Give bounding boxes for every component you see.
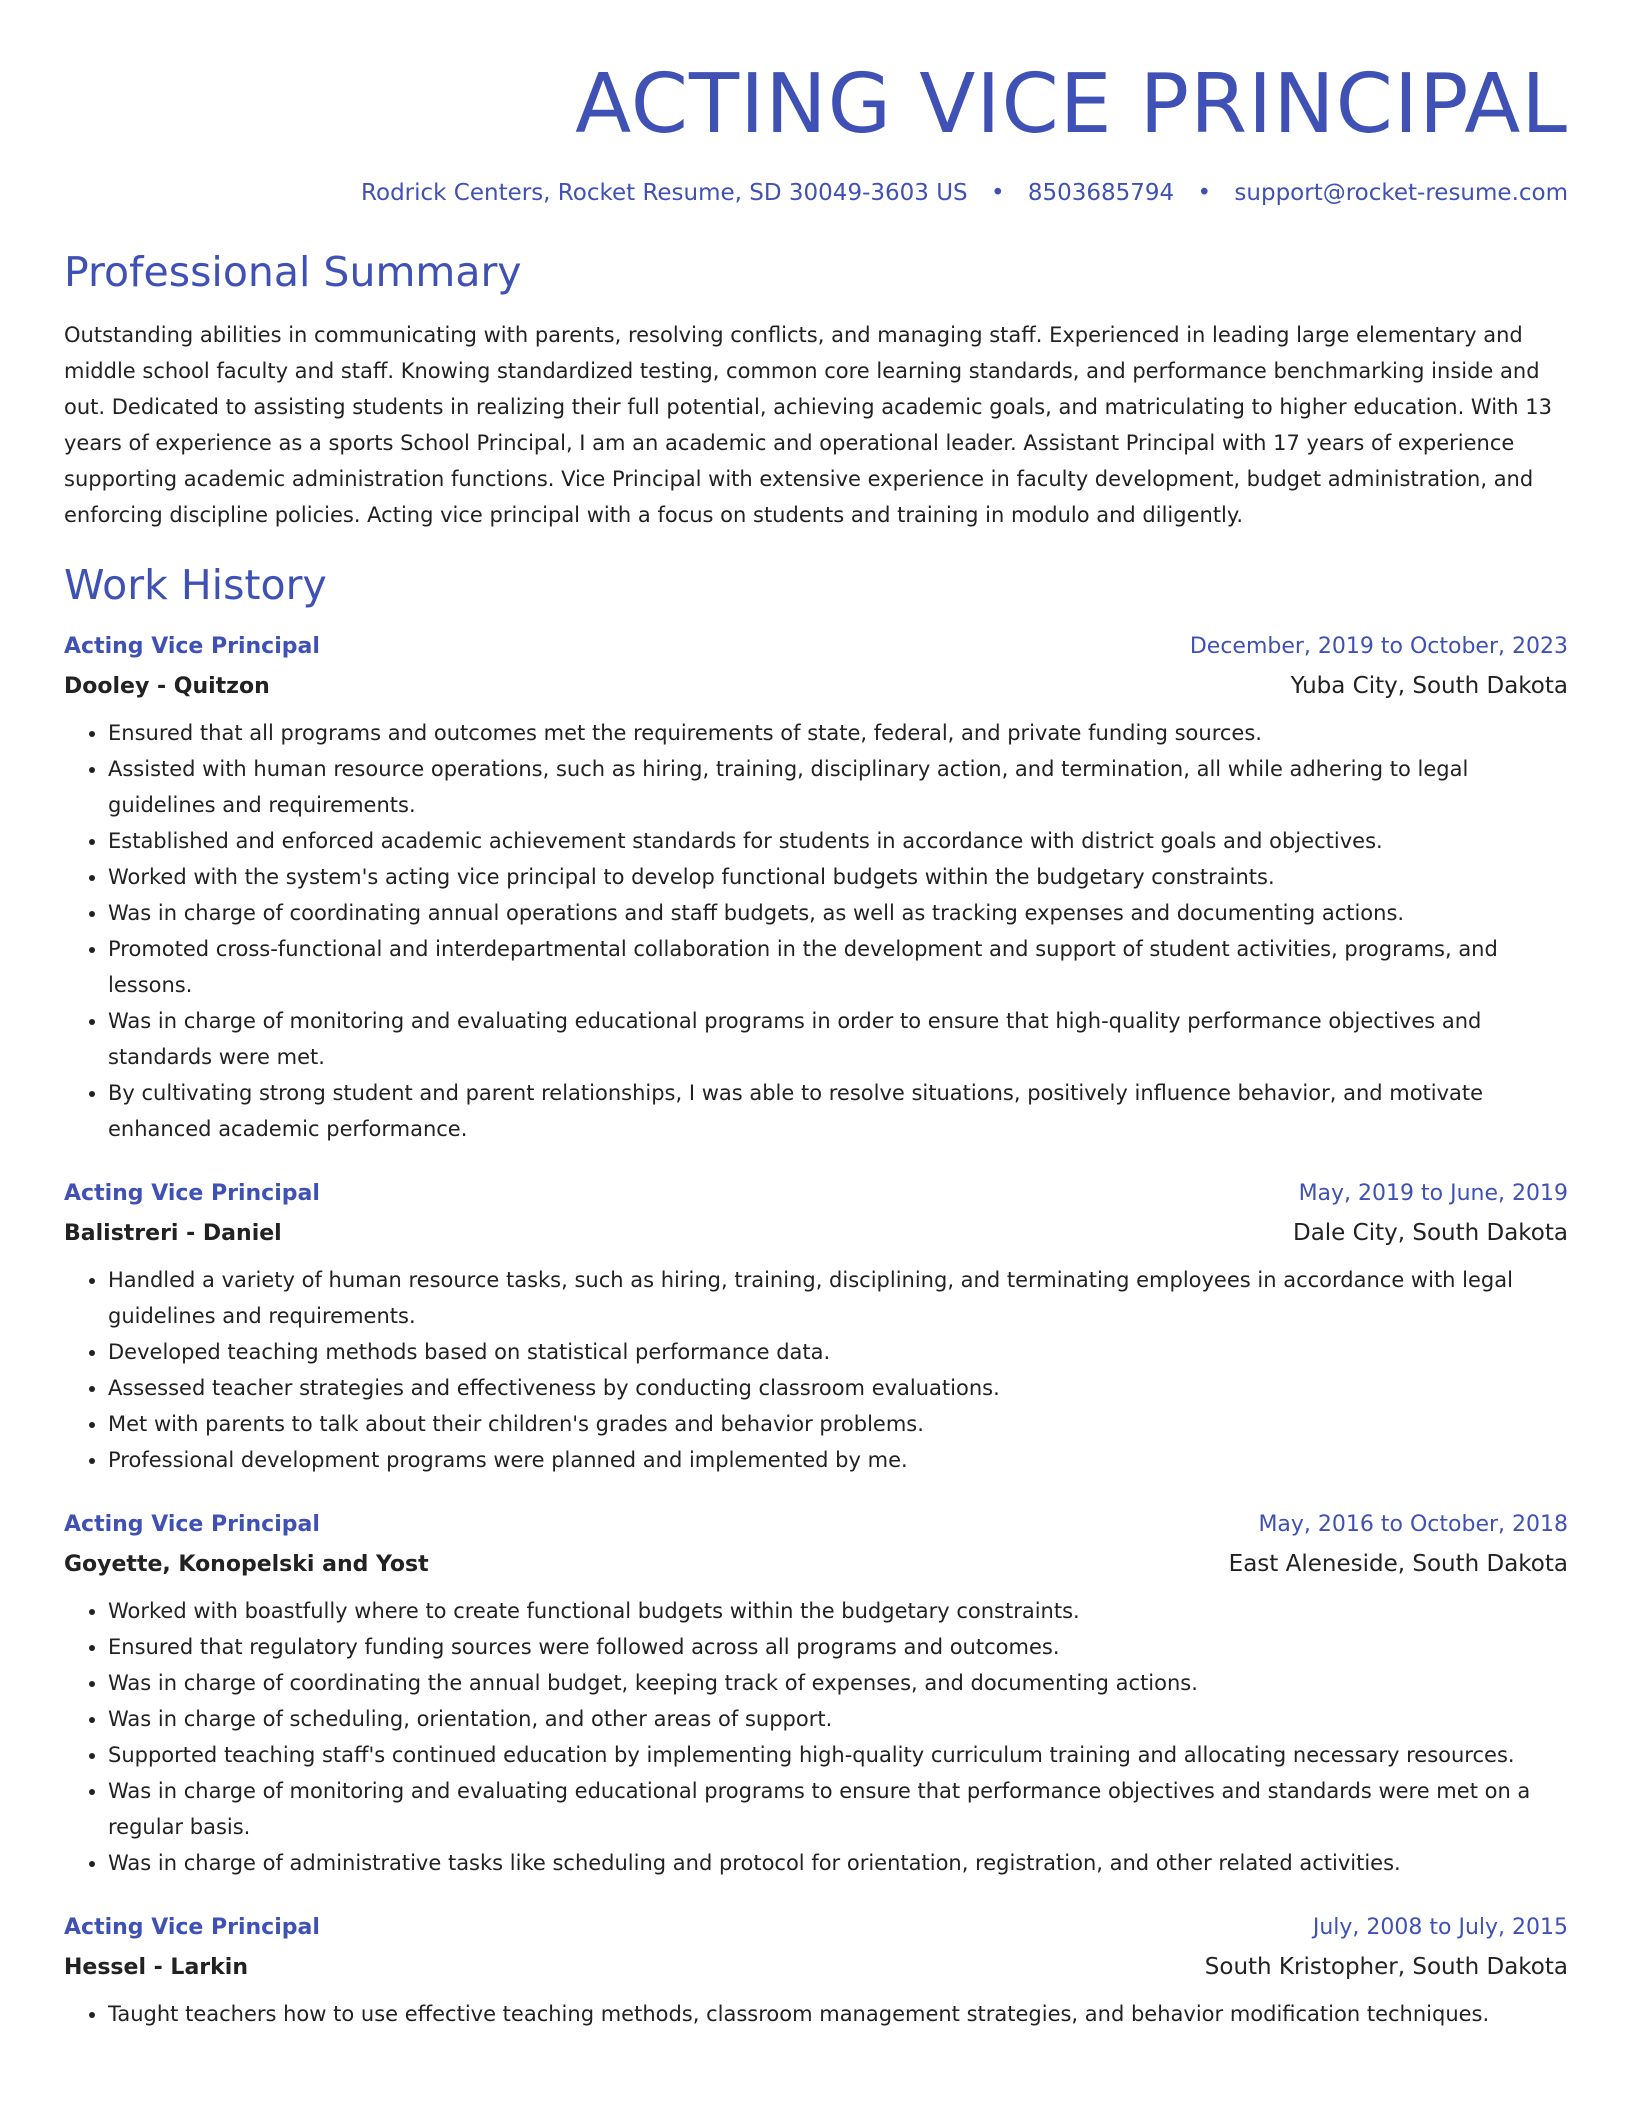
summary-heading: Professional Summary: [64, 248, 522, 296]
job-bullet: • Was in charge of monitoring and evaluating educational programs in order to ensure that high-quality performance objectives and standards were met.: [108, 1003, 1568, 1075]
job-bullet: • Handled a variety of human resource tasks, such as hiring, training, disciplining, and terminating employees in accordance with legal guidelines and requirements.: [108, 1262, 1568, 1334]
job-location: East Aleneside, South Dakota: [1228, 1551, 1568, 1578]
job-bullet: • Worked with the system's acting vice principal to develop functional budgets within the budgetary constraints.: [108, 859, 1568, 895]
job-employer-row: [64, 1551, 1568, 1577]
job-bullet-list: [64, 1262, 1568, 1478]
resume-title: ACTING VICE PRINCIPAL: [575, 57, 1568, 152]
job-employer: Hessel - Larkin: [64, 1955, 248, 1981]
job-bullet: • Supported teaching staff's continued education by implementing high-quality curriculum training and allocating necessary resources.: [108, 1737, 1568, 1773]
summary-section: [64, 250, 1568, 533]
work-history-heading: Work History: [64, 561, 327, 610]
contact-email: support@rocket-resume.com: [1234, 180, 1568, 206]
job-bullet: • Assessed teacher strategies and effectiveness by conducting classroom evaluations.: [108, 1370, 1568, 1406]
job-employer: Dooley - Quitzon: [64, 674, 270, 700]
job-dates: May, 2016 to October, 2018: [1258, 1512, 1568, 1538]
job-bullet: • Was in charge of coordinating the annual budget, keeping track of expenses, and documenting actions.: [108, 1665, 1568, 1701]
job-bullet: • Was in charge of scheduling, orientation, and other areas of support.: [108, 1701, 1568, 1737]
job-title: Acting Vice Principal: [64, 1181, 320, 1207]
job-bullet: • Taught teachers how to use effective teaching methods, classroom management strategies, and behavior modification techniques.: [108, 1996, 1568, 2032]
job-bullet: • Developed teaching methods based on statistical performance data.: [108, 1334, 1568, 1370]
contact-phone: 8503685794: [1027, 180, 1175, 206]
job-employer: Balistreri - Daniel: [64, 1221, 282, 1247]
job-entry: [64, 634, 1568, 1147]
job-bullet: • Worked with boastfully where to create functional budgets within the budgetary constraints.: [108, 1593, 1568, 1629]
job-title-row: [64, 1915, 1568, 1940]
contact-address: Rodrick Centers, Rocket Resume, SD 30049-3603 US: [361, 180, 968, 206]
job-location: Dale City, South Dakota: [1292, 1220, 1568, 1247]
job-bullet: • Established and enforced academic achievement standards for students in accordance with district goals and objectives.: [108, 823, 1568, 859]
job-title: Acting Vice Principal: [64, 1512, 320, 1538]
job-employer-row: [64, 673, 1568, 699]
job-dates: December, 2019 to October, 2023: [1189, 634, 1568, 660]
contact-line: [64, 180, 1568, 206]
job-title-row: [64, 1512, 1568, 1537]
job-employer-row: [64, 1954, 1568, 1980]
job-title-row: [64, 1181, 1568, 1206]
job-location: Yuba City, South Dakota: [1290, 673, 1568, 700]
job-bullet: • Was in charge of administrative tasks like scheduling and protocol for orientation, registration, and other related activities.: [108, 1845, 1568, 1881]
work-history-section: [64, 563, 1568, 2032]
resume-header: [64, 0, 1568, 206]
job-entry: [64, 1512, 1568, 1881]
job-bullet-list: [64, 1996, 1568, 2032]
job-title: Acting Vice Principal: [64, 634, 320, 660]
job-bullet: • Promoted cross-functional and interdepartmental collaboration in the development and support of student activities, programs, and lessons.: [108, 931, 1568, 1003]
job-title: Acting Vice Principal: [64, 1915, 320, 1941]
summary-text: Outstanding abilities in communicating with parents, resolving conflicts, and managing staff. Experienced in leading large elementary and middle school faculty and staff. Knowing standardized testing, common core learning standards, and performance benchmarking inside and out. Dedicated to assisting students in realizing their full potential, achieving academic goals, and matriculating to higher education. With 13 years of experience as a sports School Principal, I am an academic and operational leader. Assistant Principal with 17 years of experience supporting academic administration functions. Vice Principal with extensive experience in faculty development, budget administration, and enforcing discipline policies. Acting vice principal with a focus on students and training in modulo and diligently.: [64, 323, 1552, 528]
job-employer: Goyette, Konopelski and Yost: [64, 1552, 429, 1578]
job-bullet-list: [64, 715, 1568, 1147]
contact-separator: •: [990, 180, 1005, 206]
job-bullet: • Met with parents to talk about their children's grades and behavior problems.: [108, 1406, 1568, 1442]
job-bullet: • Professional development programs were planned and implemented by me.: [108, 1442, 1568, 1478]
job-title-row: [64, 634, 1568, 659]
job-entry: [64, 1915, 1568, 2032]
job-list: [64, 634, 1568, 2032]
job-bullet: • Ensured that regulatory funding sources were followed across all programs and outcomes.: [108, 1629, 1568, 1665]
job-bullet: • By cultivating strong student and parent relationships, I was able to resolve situations, positively influence behavior, and motivate enhanced academic performance.: [108, 1075, 1568, 1147]
job-dates: July, 2008 to July, 2015: [1312, 1915, 1568, 1941]
contact-separator: •: [1197, 180, 1212, 206]
job-bullet: • Ensured that all programs and outcomes met the requirements of state, federal, and private funding sources.: [108, 715, 1568, 751]
job-dates: May, 2019 to June, 2019: [1298, 1181, 1568, 1207]
job-bullet-list: [64, 1593, 1568, 1881]
job-bullet: • Was in charge of monitoring and evaluating educational programs to ensure that performance objectives and standards were met on a regular basis.: [108, 1773, 1568, 1845]
job-bullet: • Was in charge of coordinating annual operations and staff budgets, as well as tracking expenses and documenting actions.: [108, 895, 1568, 931]
job-bullet: • Assisted with human resource operations, such as hiring, training, disciplinary action, and termination, all while adhering to legal guidelines and requirements.: [108, 751, 1568, 823]
job-employer-row: [64, 1220, 1568, 1246]
job-entry: [64, 1181, 1568, 1478]
job-location: South Kristopher, South Dakota: [1204, 1954, 1568, 1981]
